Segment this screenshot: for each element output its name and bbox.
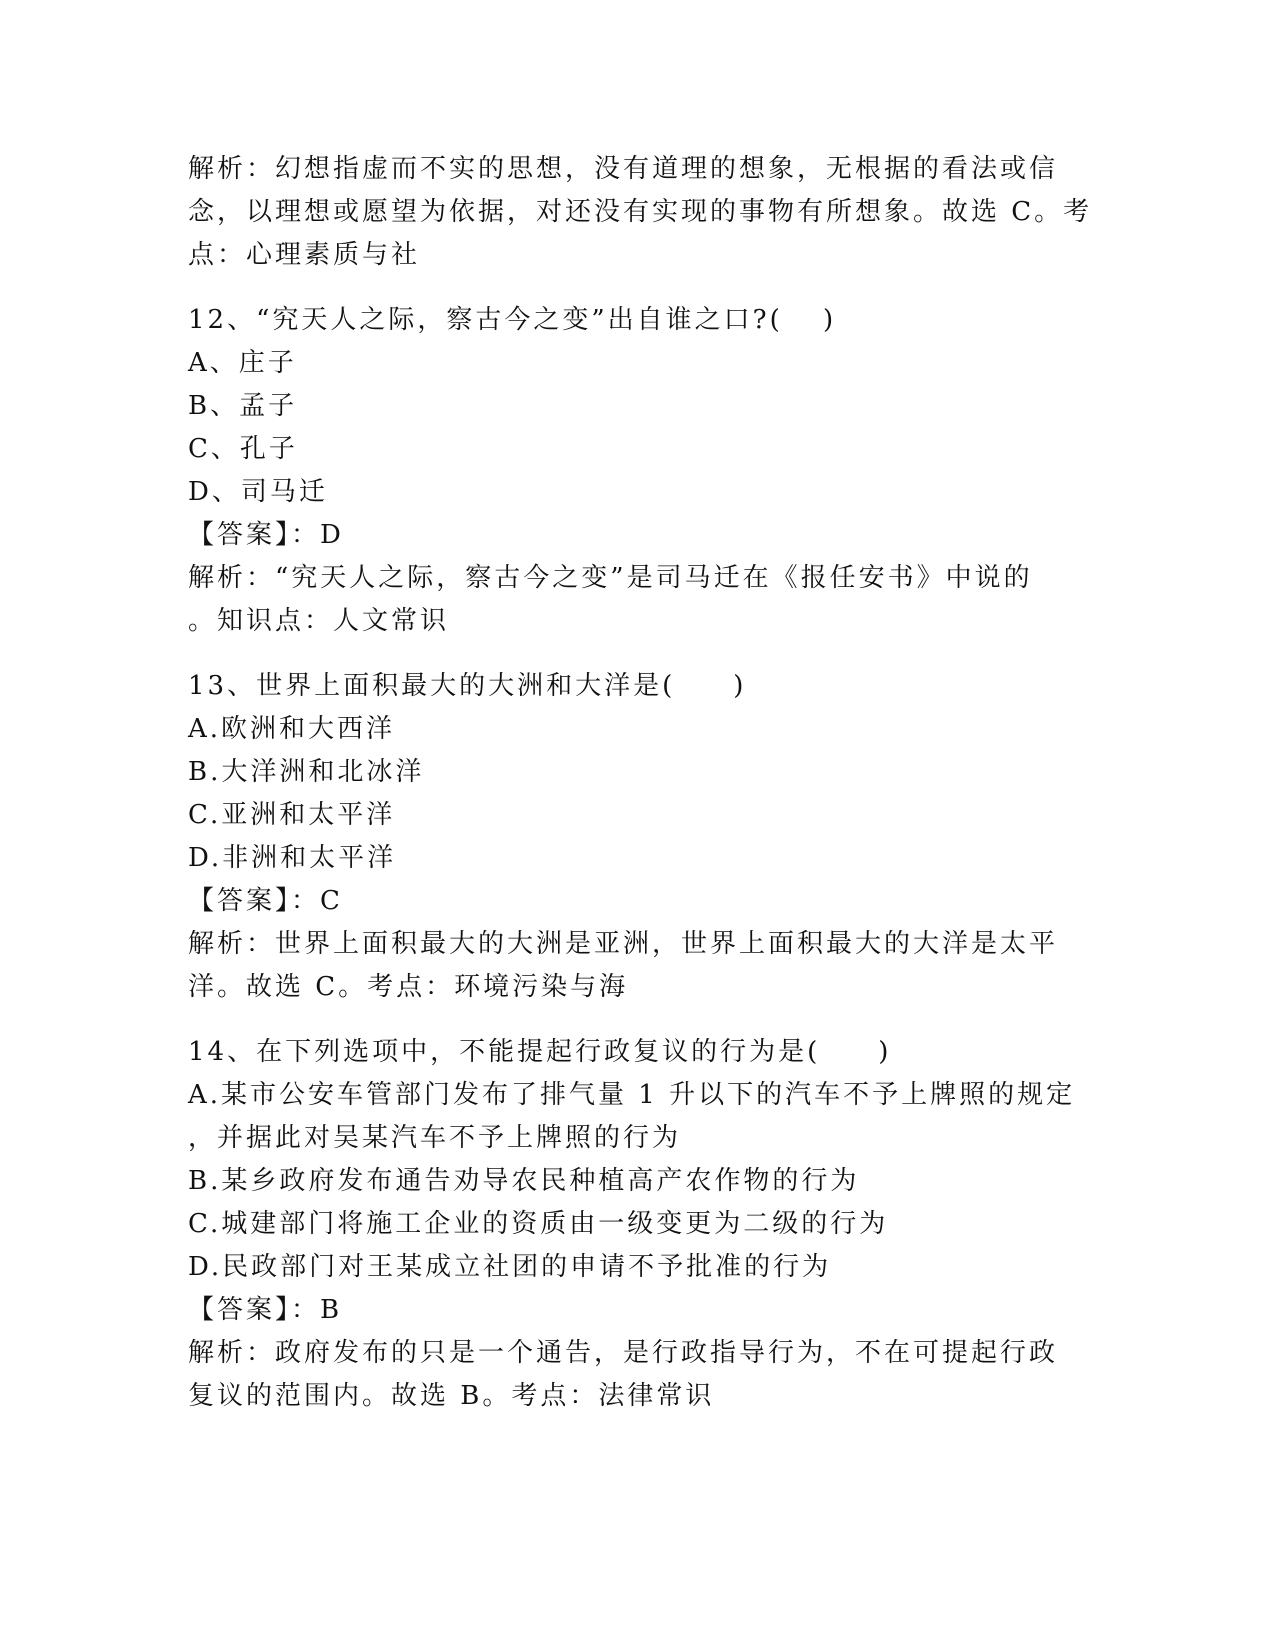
question-13-block <box>188 665 1088 1009</box>
explanation-line: 解析：幻想指虚而不实的思想，没有道理的想象，无根据的看法或信 <box>188 154 1059 184</box>
option-a: A.欧洲和大西洋 <box>188 714 396 744</box>
explanation-line: 解析：“究天人之际，察古今之变”是司马迁在《报任安书》中说的 <box>188 563 1033 593</box>
explanation-line: 解析：政府发布的只是一个通告，是行政指导行为，不在可提起行政 <box>188 1338 1059 1368</box>
answer-line: 【答案】：B <box>188 1295 343 1325</box>
question-11-explanation-block <box>188 148 1093 277</box>
option-c: C、孔子 <box>188 434 298 464</box>
answer-line: 【答案】：D <box>188 520 344 550</box>
option-a: A.某市公安车管部门发布了排气量 1 升以下的汽车不予上牌照的规定 <box>188 1080 1076 1110</box>
option-b: B、孟子 <box>188 391 298 421</box>
explanation-line: 洋。故选 C。考点：环境污染与海 <box>188 972 629 1002</box>
question-12-block <box>188 299 1088 643</box>
explanation-line: 。知识点：人文常识 <box>188 606 450 636</box>
question-text: 14、在下列选项中，不能提起行政复议的行为是( ) <box>188 1037 892 1067</box>
option-c: C.亚洲和太平洋 <box>188 800 396 830</box>
option-b: B.某乡政府发布通告劝导农民种植高产农作物的行为 <box>188 1166 860 1196</box>
explanation-line: 解析：世界上面积最大的大洲是亚洲，世界上面积最大的大洋是太平 <box>188 929 1059 959</box>
option-d: D.民政部门对王某成立社团的申请不予批准的行为 <box>188 1252 832 1282</box>
option-d: D、司马迁 <box>188 477 328 507</box>
question-text: 13、世界上面积最大的大洲和大洋是( ) <box>188 671 747 701</box>
question-14-block <box>188 1031 1088 1418</box>
option-c: C.城建部门将施工企业的资质由一级变更为二级的行为 <box>188 1209 889 1239</box>
explanation-line: 念，以理想或愿望为依据，对还没有实现的事物有所想象。故选 C。考 <box>188 197 1093 227</box>
page-content <box>188 148 1093 1418</box>
question-text: 12、“究天人之际，察古今之变”出自谁之口?( ) <box>188 305 837 335</box>
option-a: A、庄子 <box>188 348 297 378</box>
explanation-line: 复议的范围内。故选 B。考点：法律常识 <box>188 1381 715 1411</box>
option-b: B.大洋洲和北冰洋 <box>188 757 425 787</box>
explanation-line: 点：心理素质与社 <box>188 240 421 270</box>
option-d: D.非洲和太平洋 <box>188 843 397 873</box>
answer-line: 【答案】：C <box>188 886 343 916</box>
option-a-continued: ，并据此对吴某汽车不予上牌照的行为 <box>188 1123 682 1153</box>
